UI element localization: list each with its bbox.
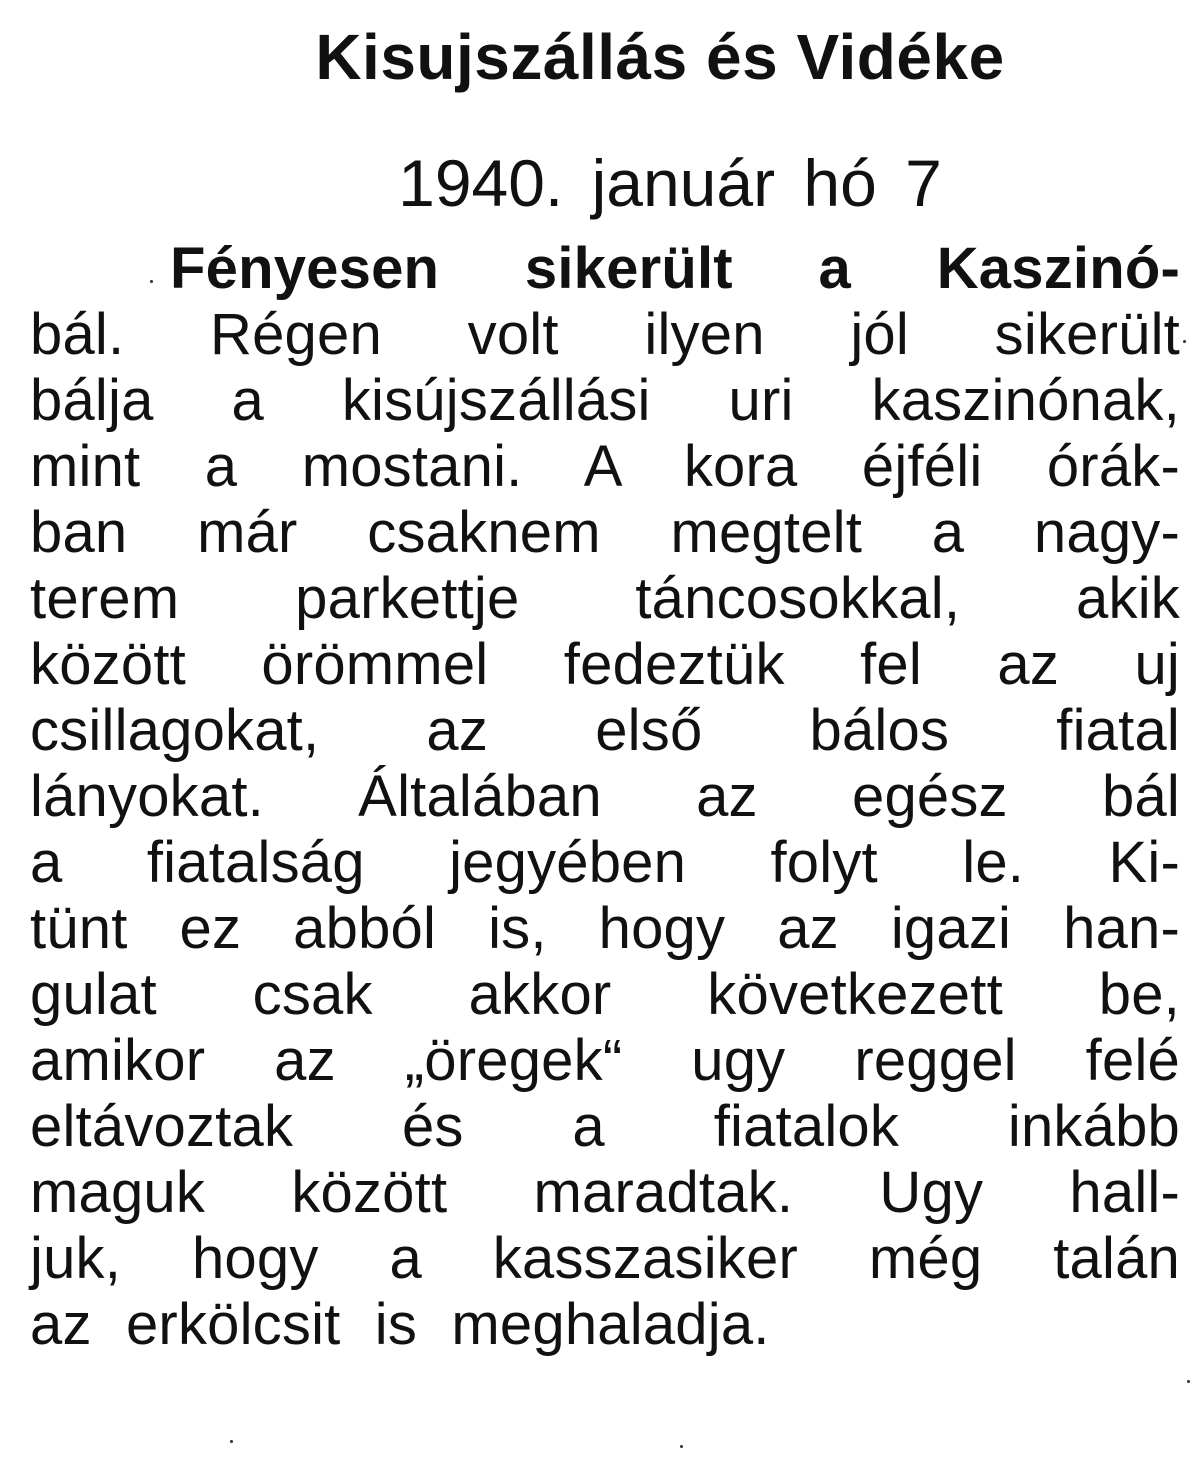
print-speck [230,1440,233,1443]
article-line: bálja a kisújszállási uri kaszinónak, [30,368,1180,433]
article-line: juk, hogy a kasszasiker még talán [30,1226,1180,1291]
print-speck [680,1445,683,1448]
article-line: gulat csak akkor következett be, [30,962,1180,1027]
issue-date: 1940. január hó 7 [398,146,942,220]
print-speck [1183,340,1186,343]
newspaper-title: Kisujszállás és Vidéke [315,21,1005,93]
article-line: lányokat. Általában az egész bál [30,764,1180,829]
article-line: csillagokat, az első bálos fiatal [30,698,1180,763]
print-speck [150,280,153,283]
print-speck [1187,1380,1190,1383]
article-line: bál. Régen volt ilyen jól sikerült [30,302,1180,367]
article-line: az erkölcsit is meghaladja. [30,1292,770,1357]
article-line: között örömmel fedeztük fel az uj [30,632,1180,697]
article-line: a fiatalság jegyében folyt le. Ki- [30,830,1180,895]
article-body [30,236,1180,1358]
article-line: maguk között maradtak. Ugy hall- [30,1160,1180,1225]
article-line: terem parkettje táncosokkal, akik [30,566,1180,631]
article-line: eltávoztak és a fiatalok inkább [30,1094,1180,1159]
article-line: tünt ez abból is, hogy az igazi han- [30,896,1180,961]
article-line: amikor az „öregek“ ugy reggel felé [30,1028,1180,1093]
article-line: Fényesen sikerült a Kaszinó- [170,236,1180,301]
article-line: mint a mostani. A kora éjféli órák- [30,434,1180,499]
article-line: ban már csaknem megtelt a nagy- [30,500,1180,565]
